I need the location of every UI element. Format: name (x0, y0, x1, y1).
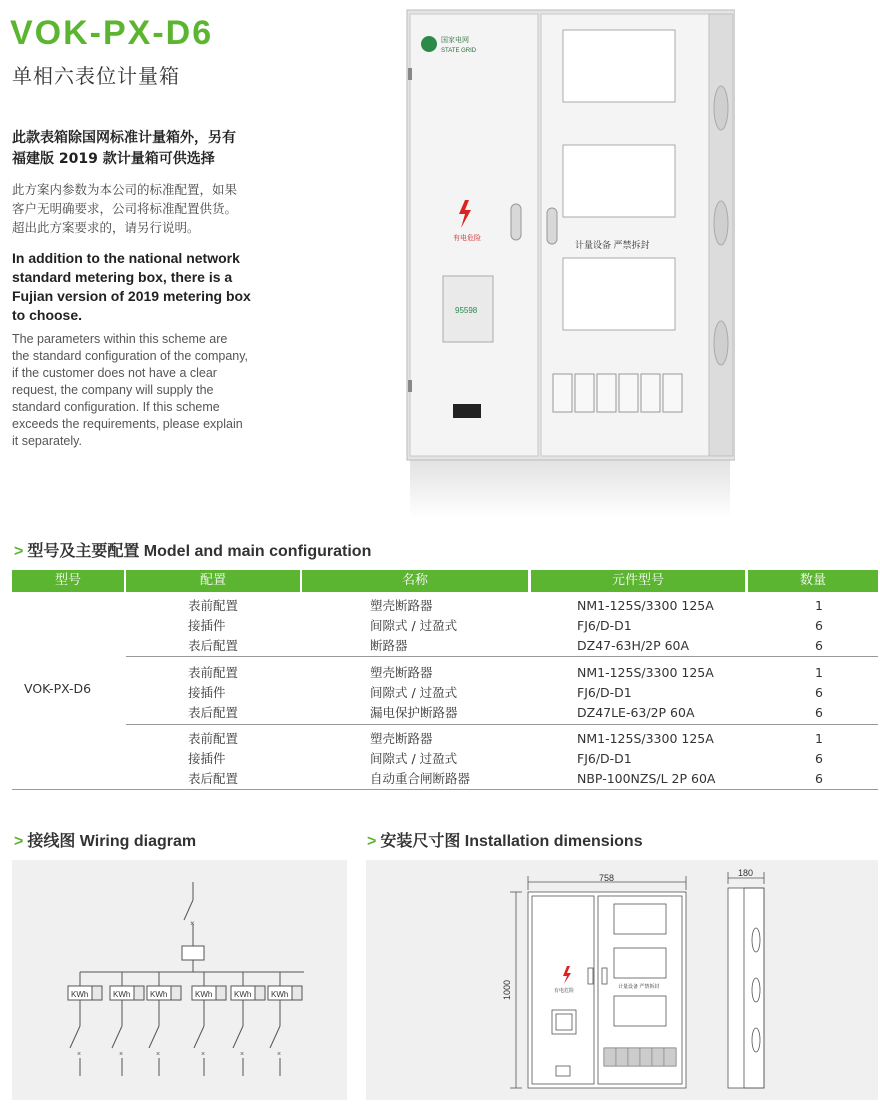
row-part-model: FJ6/D-D1 (577, 685, 632, 700)
svg-text:×: × (201, 1051, 206, 1058)
model-title: VOK-PX-D6 (10, 14, 214, 52)
row-quantity: 6 (815, 771, 823, 786)
intro-en-line: standard configuration. If this scheme (12, 400, 220, 414)
mini-danger-label: 有电危险 (554, 988, 575, 994)
depth-dim-label: 180 (738, 868, 754, 878)
intro-en-line: if the customer does not have a clear (12, 366, 217, 380)
row-quantity: 6 (815, 618, 823, 633)
arrow-icon: > (14, 543, 24, 560)
row-part-model: NM1-125S/3300 125A (577, 665, 714, 680)
row-quantity: 6 (815, 638, 823, 653)
row-name: 自动重合闸断路器 (370, 771, 471, 786)
row-name: 间隙式 / 过盈式 (370, 618, 458, 633)
row-quantity: 1 (815, 731, 823, 746)
row-config: 接插件 (188, 751, 226, 766)
svg-text:×: × (277, 1051, 282, 1058)
row-config: 接插件 (188, 685, 226, 700)
intro-en-bold-line: Fujian version of 2019 metering box (12, 288, 251, 304)
row-name: 断路器 (370, 638, 408, 653)
dimensions-heading-text: 安装尺寸图 Installation dimensions (380, 833, 643, 850)
row-part-model: FJ6/D-D1 (577, 618, 632, 633)
svg-text:×: × (119, 1051, 124, 1058)
mini-warning-label: 计量设备 严禁拆封 (618, 984, 660, 990)
kwh-meter-label: KWh (71, 990, 89, 999)
arrow-icon: > (14, 833, 24, 850)
dimensions-diagram-panel (366, 860, 878, 1100)
kwh-meter-label: KWh (195, 990, 213, 999)
wiring-heading-text: 接线图 Wiring diagram (27, 833, 197, 850)
row-name: 塑壳断路器 (370, 598, 433, 613)
intro-en-line: The parameters within this scheme are (12, 332, 228, 346)
row-name: 间隙式 / 过盈式 (370, 751, 458, 766)
row-name: 塑壳断路器 (370, 665, 433, 680)
width-dim-label: 758 (599, 873, 615, 883)
svg-text:×: × (156, 1051, 161, 1058)
row-part-model: DZ47LE-63/2P 60A (577, 705, 695, 720)
intro-en-line: the standard configuration of the company, (12, 349, 249, 363)
row-part-model: NM1-125S/3300 125A (577, 731, 714, 746)
intro-en-bold-line: standard metering box, there is a (12, 269, 233, 285)
config-section-heading (14, 538, 371, 561)
wiring-diagram-panel (12, 860, 347, 1100)
row-config: 表前配置 (188, 731, 239, 746)
wiring-diagram (12, 860, 347, 1100)
header-model: 型号 (12, 570, 124, 592)
row-name: 漏电保护断路器 (370, 705, 458, 720)
intro-cn-line: 客户无明确要求，公司将标准配置供货。 (12, 201, 238, 216)
wiring-section-heading (14, 828, 196, 851)
intro-cn-line: 超出此方案要求的，请另行说明。 (12, 220, 200, 235)
model-cell: VOK-PX-D6 (24, 681, 92, 696)
header-name: 名称 (302, 570, 528, 592)
warning-label: 计量设备 严禁拆封 (575, 240, 650, 250)
row-quantity: 6 (815, 751, 823, 766)
logo-cn: 国家电网 (441, 37, 469, 44)
kwh-meter-label: KWh (234, 990, 252, 999)
row-part-model: DZ47-63H/2P 60A (577, 638, 690, 653)
row-config: 表前配置 (188, 598, 239, 613)
kwh-meter-label: KWh (113, 990, 131, 999)
row-name: 塑壳断路器 (370, 731, 433, 746)
kwh-meter-label: KWh (150, 990, 168, 999)
arrow-icon: > (367, 833, 377, 850)
intro-cn-bold-line: 福建版 2019 款计量箱可供选择 (12, 151, 215, 167)
height-dim-label: 1000 (502, 979, 512, 1000)
intro-cn-bold-line: 此款表箱除国网标准计量箱外，另有 (12, 130, 236, 146)
row-config: 接插件 (188, 618, 226, 633)
row-quantity: 1 (815, 665, 823, 680)
product-subtitle: 单相六表位计量箱 (12, 64, 180, 88)
danger-label: 有电危险 (453, 235, 481, 242)
state-grid-logo-icon (421, 36, 437, 52)
config-heading-text: 型号及主要配置 Model and main configuration (27, 543, 372, 560)
row-part-model: NBP-100NZS/L 2P 60A (577, 771, 716, 786)
row-config: 表后配置 (188, 771, 239, 786)
row-config: 表后配置 (188, 638, 239, 653)
logo-en: STATE GRID (441, 48, 477, 54)
intro-en-line: exceeds the requirements, please explain (12, 417, 243, 431)
row-part-model: NM1-125S/3300 125A (577, 598, 714, 613)
svg-text:×: × (77, 1051, 82, 1058)
svg-text:×: × (240, 1051, 245, 1058)
row-quantity: 6 (815, 685, 823, 700)
dimensions-diagram (366, 860, 878, 1100)
header-quantity: 数量 (748, 570, 878, 592)
kwh-meter-label: KWh (271, 990, 289, 999)
header-part-model: 元件型号 (531, 570, 745, 592)
header-config: 配置 (126, 570, 300, 592)
row-config: 表前配置 (188, 665, 239, 680)
dimensions-section-heading (367, 828, 643, 851)
row-part-model: FJ6/D-D1 (577, 751, 632, 766)
row-quantity: 1 (815, 598, 823, 613)
intro-en-bold-line: to choose. (12, 307, 83, 323)
intro-en-line: request, the company will supply the (12, 383, 214, 397)
metering-box-photo (405, 8, 735, 518)
intro-en-line: it separately. (12, 434, 82, 448)
row-quantity: 6 (815, 705, 823, 720)
intro-en-bold-line: In addition to the national network (12, 250, 240, 266)
intro-cn-line: 此方案内参数为本公司的标准配置，如果 (12, 182, 238, 197)
row-config: 表后配置 (188, 705, 239, 720)
intro-text (12, 128, 272, 450)
row-name: 间隙式 / 过盈式 (370, 685, 458, 700)
svg-text:×: × (190, 919, 195, 928)
hotline-label: 95598 (455, 306, 478, 315)
